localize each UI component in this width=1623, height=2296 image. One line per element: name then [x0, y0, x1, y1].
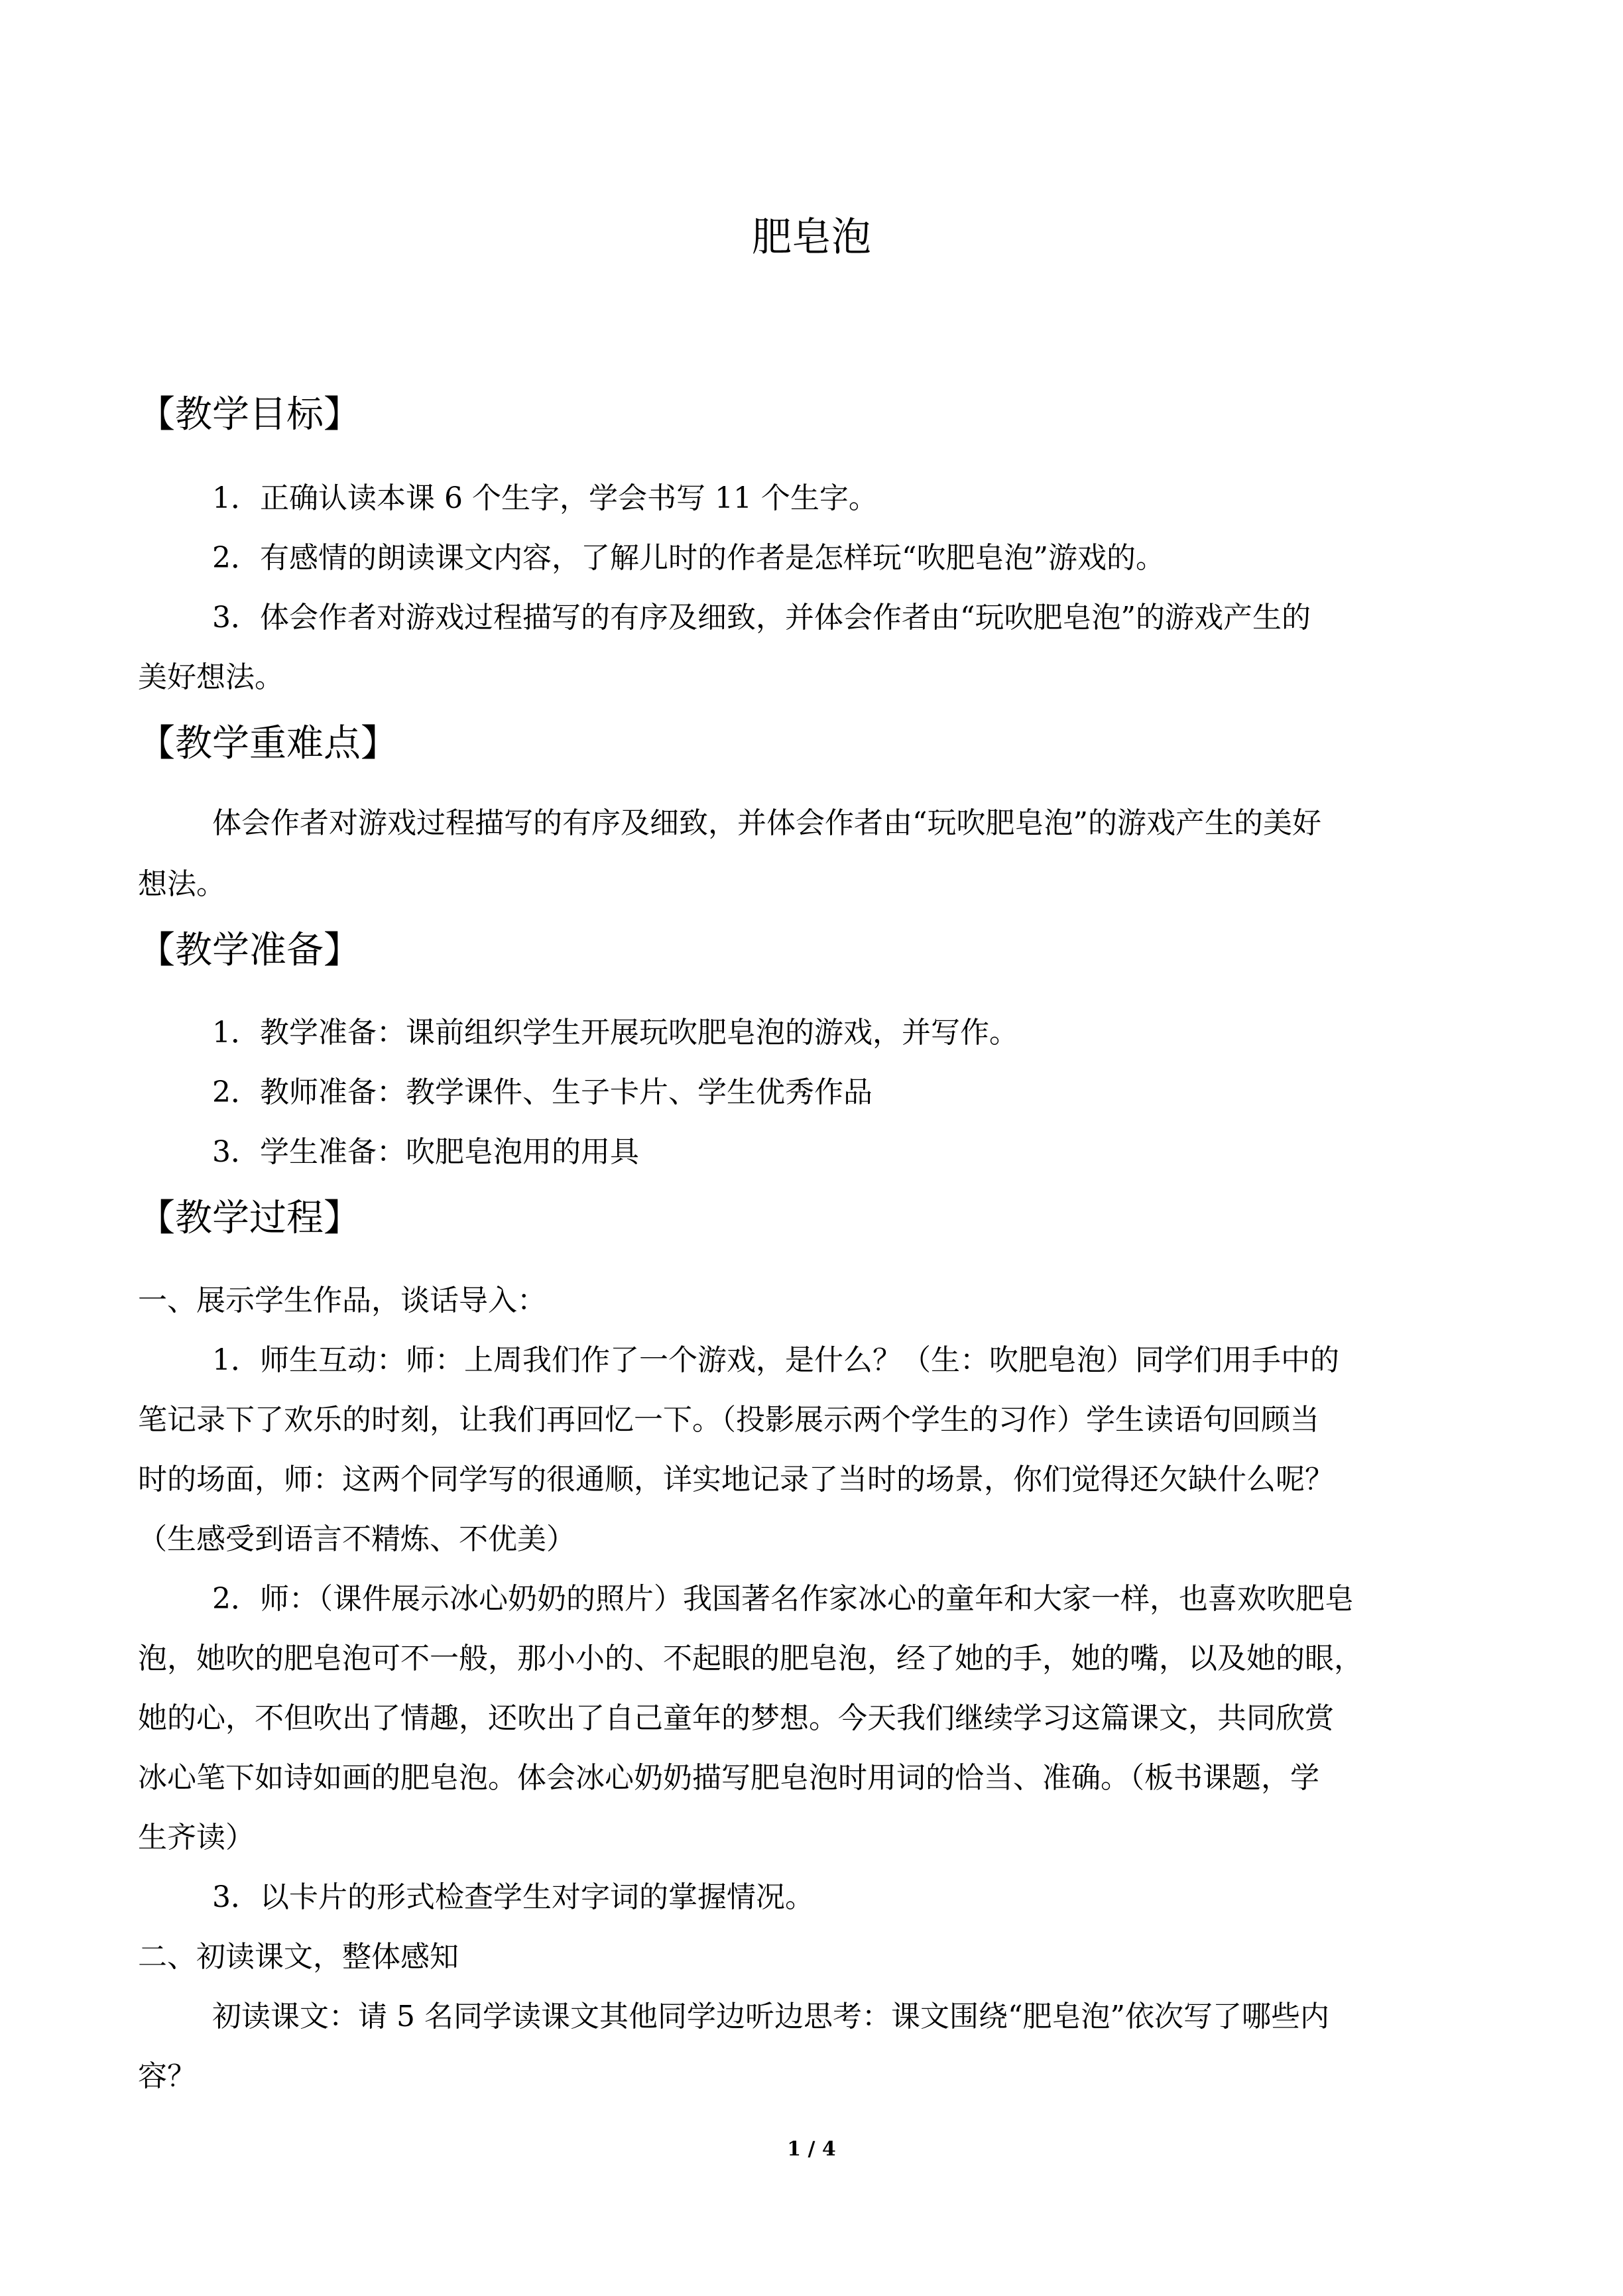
section-heading-key-points: 【教学重难点】 [138, 722, 398, 765]
paragraph-line: （生感受到语言不精炼、不优美） [138, 1522, 575, 1556]
paragraph-line: 时的场面，师：这两个同学写的很通顺，详实地记录了当时的场景，你们觉得还欠缺什么呢？ [138, 1463, 1334, 1496]
paragraph-line: 2．有感情的朗读课文内容，了解儿时的作者是怎样玩“吹肥皂泡”游戏的。 [212, 541, 1165, 575]
paragraph-line: 泡，她吹的肥皂泡可不一般，那小小的、不起眼的肥皂泡，经了她的手，她的嘴，以及她的眼， [138, 1642, 1363, 1675]
page-number: 1 / 4 [787, 2138, 836, 2161]
paragraph-line: 初读课文：请 5 名同学读课文其他同学边听边思考：课文围绕“肥皂泡”依次写了哪些内 [212, 2000, 1329, 2033]
paragraph-line: 3．以卡片的形式检查学生对字词的掌握情况。 [212, 1880, 814, 1914]
paragraph-line: 美好想法。 [138, 660, 284, 694]
paragraph-line: 1．师生互动：师：上周我们作了一个游戏，是什么？（生：吹肥皂泡）同学们用手中的 [212, 1343, 1339, 1377]
paragraph-line: 2．师：（课件展示冰心奶奶的照片）我国著名作家冰心的童年和大家一样，也喜欢吹肥皂 [212, 1582, 1354, 1616]
paragraph-line: 1．教学准备：课前组织学生开展玩吹肥皂泡的游戏，并写作。 [212, 1016, 1018, 1050]
paragraph-line: 体会作者对游戏过程描写的有序及细致，并体会作者由“玩吹肥皂泡”的游戏产生的美好 [212, 806, 1321, 840]
paragraph-line: 笔记录下了欢乐的时刻，让我们再回忆一下。（投影展示两个学生的习作）学生读语句回顾当 [138, 1403, 1319, 1437]
paragraph-line: 容？ [138, 2059, 196, 2093]
section-heading-process: 【教学过程】 [138, 1197, 361, 1240]
document-title: 肥皂泡 [752, 214, 871, 261]
section-heading-preparation: 【教学准备】 [138, 929, 361, 972]
section-heading-objectives: 【教学目标】 [138, 393, 361, 436]
paragraph-line: 1．正确认读本课 6 个生字，学会书写 11 个生字。 [212, 481, 878, 515]
paragraph-line: 二、初读课文，整体感知 [138, 1940, 459, 1974]
paragraph-line: 想法。 [138, 867, 225, 901]
paragraph-line: 2．教师准备：教学课件、生子卡片、学生优秀作品 [212, 1075, 872, 1109]
paragraph-line: 3．学生准备：吹肥皂泡用的用具 [212, 1135, 639, 1169]
paragraph-line: 她的心，不但吹出了情趣，还吹出了自己童年的梦想。今天我们继续学习这篇课文，共同欣赏 [138, 1701, 1334, 1735]
paragraph-line: 生齐读） [138, 1821, 255, 1854]
paragraph-line: 冰心笔下如诗如画的肥皂泡。体会冰心奶奶描写肥皂泡时用词的恰当、准确。（板书课题，学 [138, 1761, 1319, 1795]
paragraph-line: 3．体会作者对游戏过程描写的有序及细致，并体会作者由“玩吹肥皂泡”的游戏产生的 [212, 601, 1311, 634]
paragraph-line: 一、展示学生作品，谈话导入： [138, 1284, 546, 1317]
